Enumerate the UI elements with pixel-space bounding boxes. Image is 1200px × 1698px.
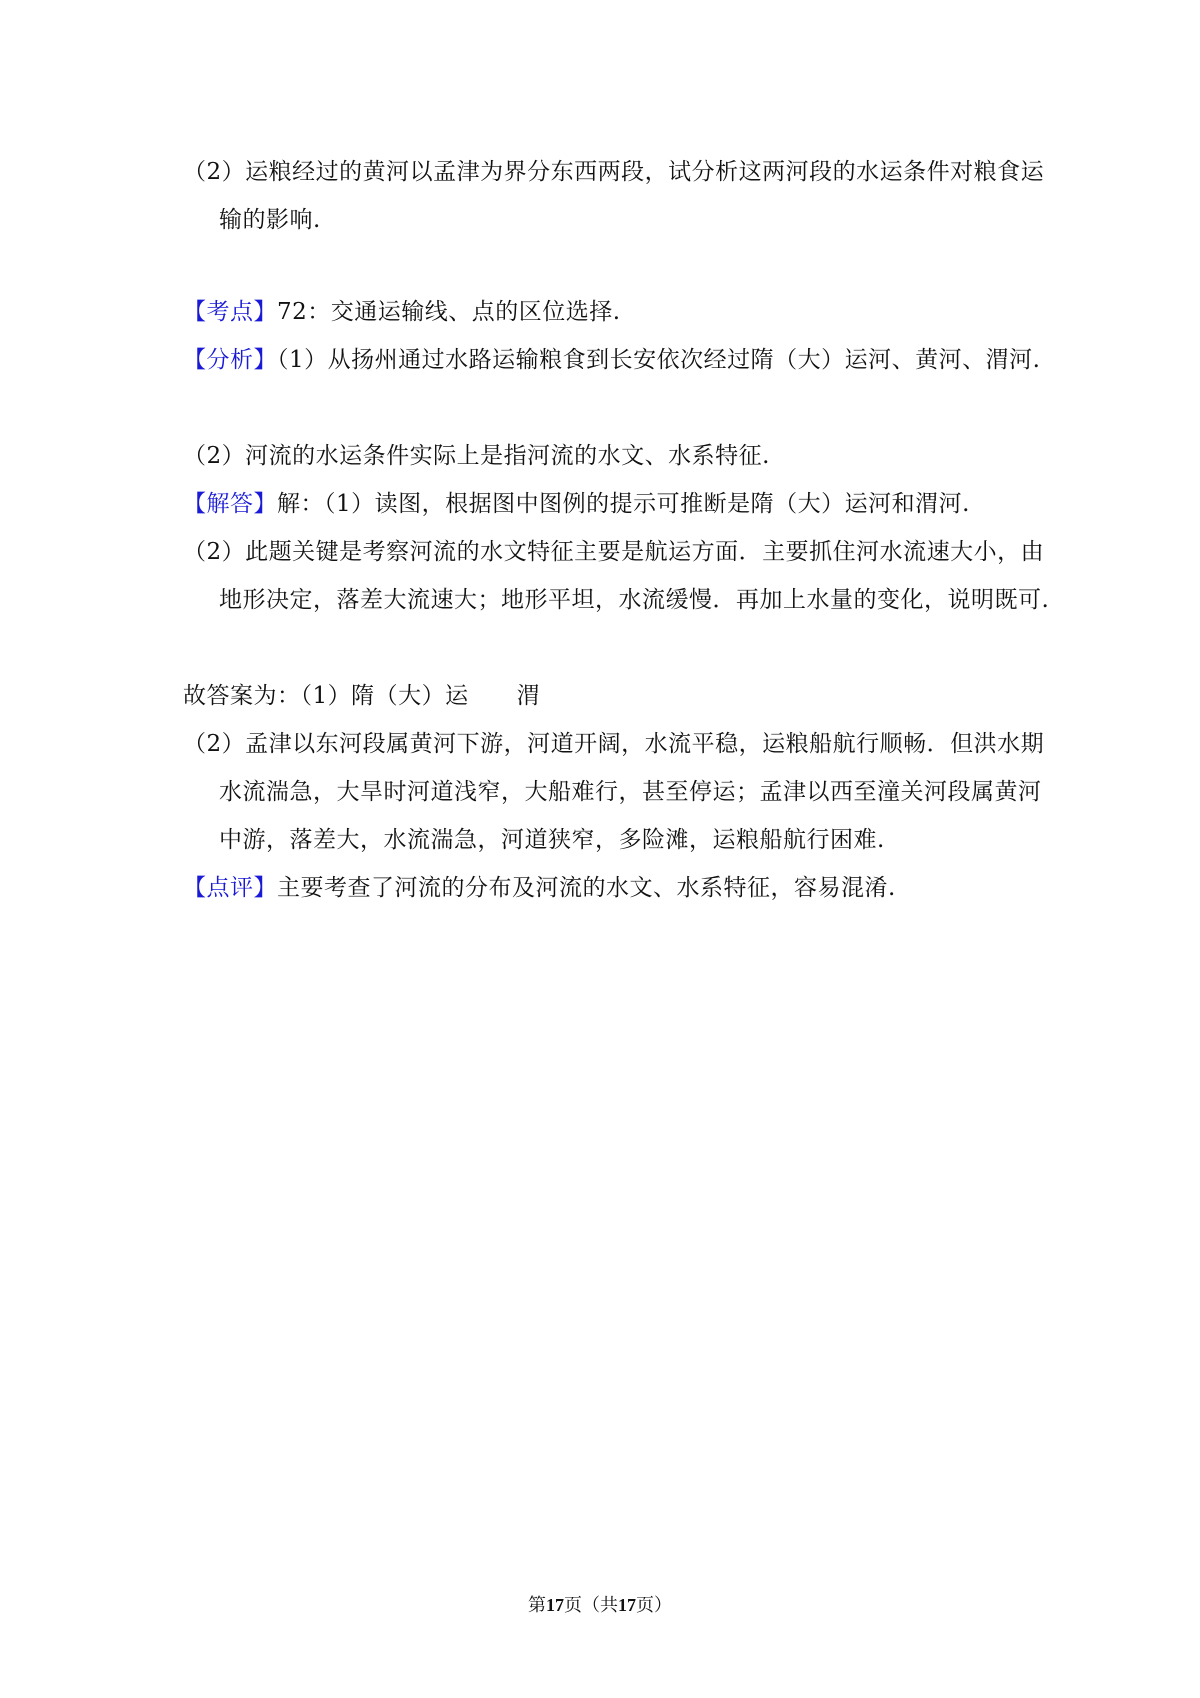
fenxi-section: [183, 336, 1059, 384]
question-text: （2）运粮经过的黄河以孟津为界分东西两段，试分析这两河段的水运条件对粮食运输的影响.: [183, 159, 1045, 233]
jieda-paragraph-2: [183, 528, 1059, 624]
dianping-text: 主要考查了河流的分布及河流的水文、水系特征，容易混淆.: [277, 875, 896, 901]
dianping-section: [183, 864, 1023, 912]
answer-line: [183, 672, 1023, 720]
footer-suffix: 页）: [636, 1595, 672, 1616]
answer-text-2: （2）孟津以东河段属黄河下游，河道开阔，水流平稳，运粮船航行顺畅．但洪水期水流湍急，大旱时河道浅窄，大船难行，甚至停运；孟津以西至潼关河段属黄河中游，落差大，水流湍急，河道狭窄，多险滩，运粮船航行困难.: [183, 731, 1045, 853]
jieda-text-1: 解：（1）读图，根据图中图例的提示可推断是隋（大）运河和渭河.: [277, 491, 970, 517]
footer-page-number: 17: [546, 1595, 564, 1615]
answer-prefix: 故答案为：（1）隋（大）运: [183, 683, 469, 709]
answer-paragraph-2: [183, 720, 1059, 864]
footer-prefix: 第: [528, 1595, 546, 1616]
jieda-tag: 【解答】: [183, 491, 277, 517]
footer-middle: 页（共: [564, 1595, 618, 1616]
kaodian-section: [183, 288, 1023, 336]
footer-total-pages: 17: [618, 1595, 636, 1615]
kaodian-text: 72：交通运输线、点的区位选择.: [277, 299, 621, 325]
fenxi-text-2: （2）河流的水运条件实际上是指河流的水文、水系特征.: [183, 443, 770, 469]
dianping-tag: 【点评】: [183, 875, 277, 901]
fenxi-paragraph-2: [183, 432, 1059, 480]
answer-suffix: 渭: [516, 683, 541, 709]
fenxi-tag: 【分析】: [183, 347, 277, 373]
jieda-section: [183, 480, 1059, 528]
page-footer: [0, 1592, 1200, 1619]
question-2: [183, 148, 1059, 244]
fenxi-text-1: （1）从扬州通过水路运输粮食到长安依次经过隋（大）运河、黄河、渭河.: [277, 347, 1041, 373]
kaodian-tag: 【考点】: [183, 299, 277, 325]
jieda-text-2: （2）此题关键是考察河流的水文特征主要是航运方面．主要抓住河水流速大小，由地形决定，落差大流速大；地形平坦，水流缓慢．再加上水量的变化，说明既可.: [183, 539, 1050, 613]
